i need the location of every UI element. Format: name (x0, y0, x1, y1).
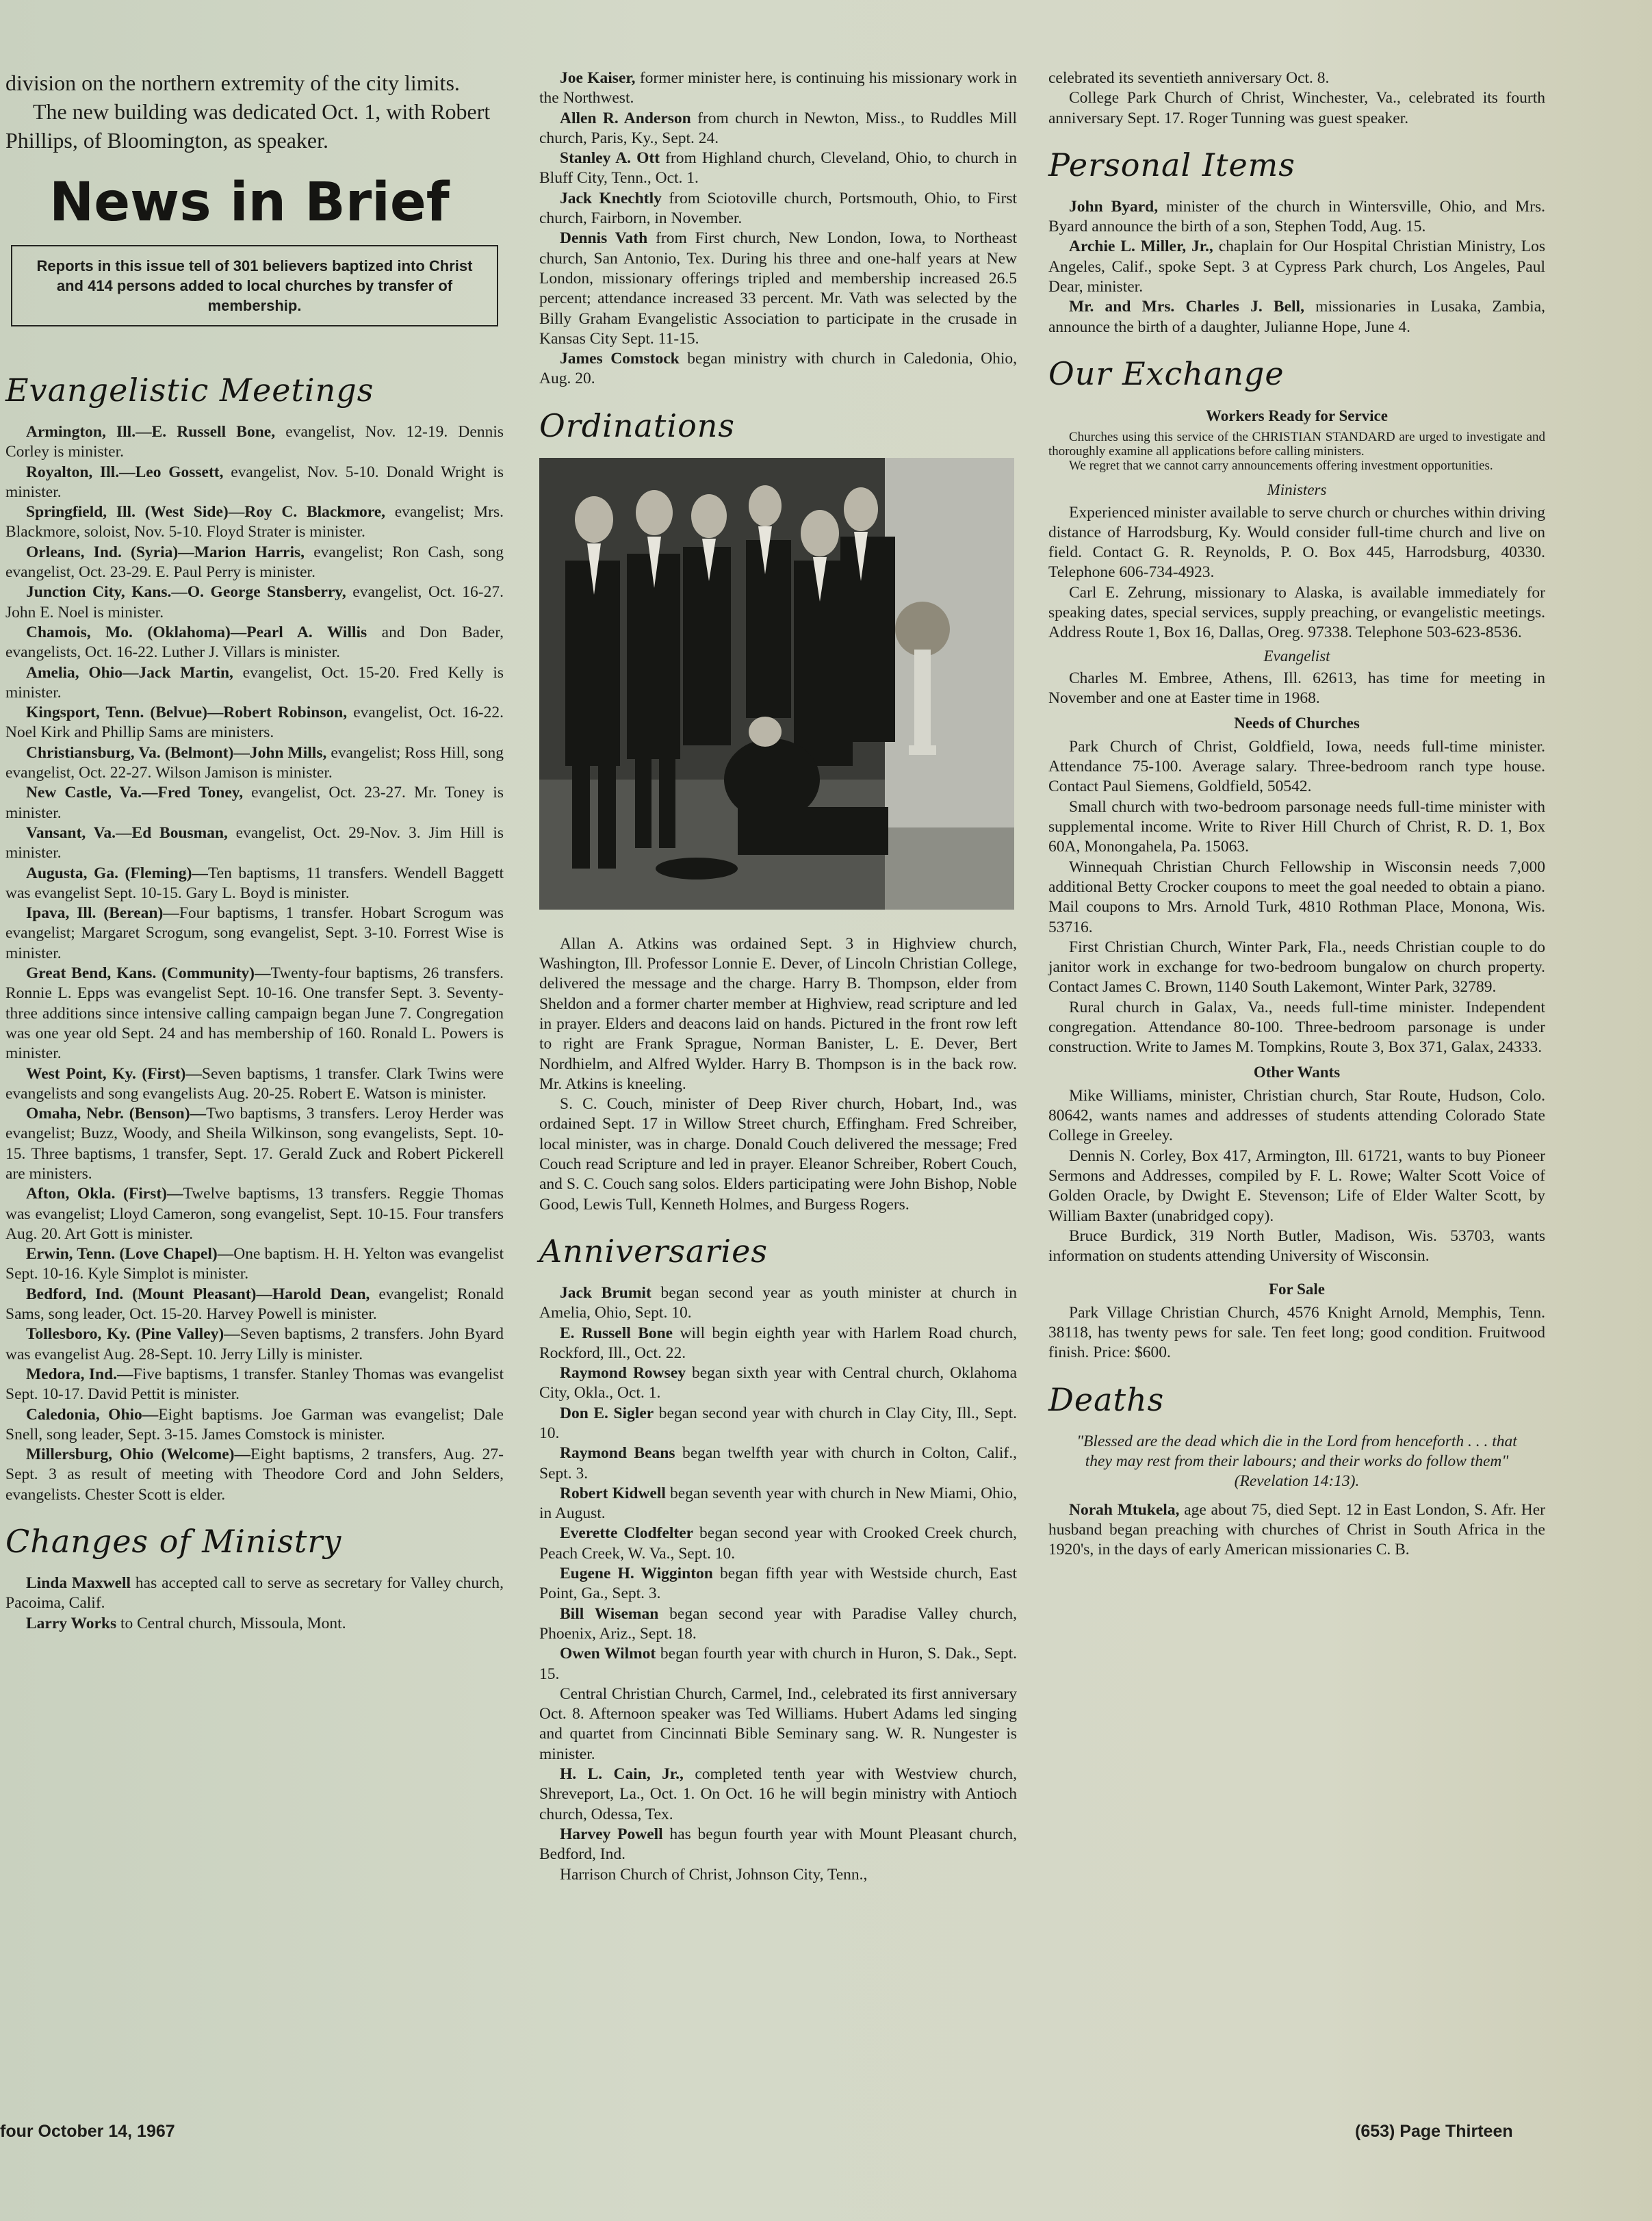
ministry-change-item-lead: Jack Knechtly (560, 189, 662, 207)
intro-paragraph: division on the northern extremity of the city limits. (5, 70, 460, 95)
meeting-item-text: Ten baptisms, 11 transfers. Wendell Baggett was evangelist Sept. 10-15. Gary L. Boyd is minister. (5, 864, 504, 902)
meeting-item-text: evangelist; Mrs. Blackmore, soloist, Nov. 5-10. Floyd Strater is minister. (5, 503, 504, 541)
meeting-item-lead: West Point, Ky. (First)— (26, 1064, 202, 1083)
meeting-item-lead: Millersburg, Ohio (Welcome)— (26, 1446, 250, 1464)
personal-item (1048, 197, 1545, 237)
meeting-item (5, 903, 504, 964)
anniversary-item (539, 1865, 1017, 1885)
ministry-change-item-lead: Stanley A. Ott (560, 149, 660, 168)
footer-page-number: (653) Page Thirteen (1355, 2122, 1513, 2141)
meeting-item (5, 1244, 504, 1285)
meeting-item (5, 964, 504, 1064)
anniversary-item-text: began fourth year with church in Huron, S. Dak., Sept. 15. (539, 1645, 1017, 1683)
ministry-change-item (539, 68, 1017, 109)
meeting-item-lead: Vansant, Va.—Ed Bousman, (26, 823, 228, 842)
needs-heading: Needs of Churches (1234, 714, 1360, 732)
anniversary-item (539, 1363, 1017, 1404)
meeting-item (5, 1285, 504, 1325)
anniversary-item-text: began seventh year with church in New Miami, Ohio, in August. (539, 1484, 1017, 1523)
section-heading-deaths: Deaths (1048, 1381, 1165, 1418)
anniversary-item-lead: Owen Wilmot (560, 1645, 656, 1663)
anniversary-item-lead: Everette Clodfelter (560, 1524, 694, 1543)
ministry-change-item (5, 1614, 504, 1634)
anniversary-item-text: will begin eighth year with Harlem Road church, Rockford, Ill., Oct. 22. (539, 1324, 1018, 1362)
meeting-item-text: Five baptisms, 1 transfer. Stanley Thomas was evangelist Sept. 10-17. David Pettit is minister. (5, 1365, 504, 1404)
meeting-item-text: evangelist, Nov. 12-19. Dennis Corley is minister. (5, 423, 504, 461)
meeting-item (5, 1324, 504, 1365)
scripture-quote: "Blessed are the dead which die in the Lord from henceforth . . . that they may rest from their labours; and their works do follow them" (Revelation 14:13). (1076, 1432, 1517, 1491)
anniversary-item-lead: E. Russell Bone (560, 1324, 673, 1342)
ad-paragraph: Rural church in Galax, Va., needs full-time minister. Independent congregation. Attendance 80-100. Three-bedroom parsonage is under construction. Write to James M. Tompkins, Route 3, Box 371, Galax, 24333. (1048, 998, 1545, 1057)
anniversary-item-lead: Raymond Rowsey (560, 1364, 686, 1383)
workers-note: We regret that we cannot carry announcements offering investment opportunities. (1069, 459, 1493, 474)
meeting-item (5, 543, 504, 583)
ministry-change-item (539, 149, 1017, 189)
anniversary-item-lead: Don E. Sigler (560, 1404, 654, 1422)
meeting-item-lead: Ipava, Ill. (Berean)— (26, 904, 179, 923)
meeting-item-lead: Chamois, Mo. (Oklahoma)—Pearl A. Willis (26, 623, 367, 641)
meeting-item-lead: Omaha, Nebr. (Benson)— (26, 1105, 207, 1123)
anniversaries-list (539, 1283, 1017, 1885)
anniversary-item-text: began second year with Crooked Creek church, Peach Creek, W. Va., Sept. 10. (539, 1524, 1017, 1563)
anniversary-item (539, 1443, 1017, 1484)
meeting-item (5, 463, 504, 503)
ministry-change-item (5, 1574, 504, 1614)
anniversary-continued: College Park Church of Christ, Winchester, Va., celebrated its fourth anniversary Sept. 17. Roger Tunning was guest speaker. (1048, 89, 1545, 127)
ad-paragraph: Carl E. Zehrung, missionary to Alaska, is available immediately for speaking dates, special services, supply preaching, or evangelistic meetings. Address Route 1, Box 16, Dallas, Oreg. 97338. Telephone 503-623-8536. (1048, 583, 1545, 642)
anniversary-item (539, 1604, 1017, 1645)
anniversary-item-text: began sixth year with Central church, Oklahoma City, Okla., Oct. 1. (539, 1364, 1017, 1402)
ad-paragraph: Park Church of Christ, Goldfield, Iowa, needs full-time minister. Attendance 75-100. Average salary. Three-bedroom ranch type house. Contact Paul Siemens, Goldfield, 50542. (1048, 737, 1545, 796)
anniversary-item-text: Central Christian Church, Carmel, Ind., celebrated its first anniversary Oct. 8. Afternoon speaker was Ted Williams. Hubert Adams led singing and quartet from Cincinnati Bible Seminary sang. W. R. Nungester is minister. (539, 1684, 1017, 1763)
meeting-item-lead: Royalton, Ill.—Leo Gossett, (26, 463, 224, 481)
section-heading-ordinations: Ordinations (539, 407, 736, 444)
anniversary-item-text: began fifth year with Westside church, East Point, Ga., Sept. 3. (539, 1565, 1017, 1603)
ad-paragraph: Small church with two-bedroom parsonage needs full-time minister with supplemental income. Write to River Hill Church of Christ, R. D. 1, Box 60A, Monongahela, Pa. 15063. (1048, 797, 1545, 856)
anniversary-item-lead: Jack Brumit (560, 1283, 651, 1302)
meeting-item (5, 1405, 504, 1446)
meeting-item (5, 703, 504, 743)
meeting-item (5, 663, 504, 704)
meeting-item (5, 743, 504, 784)
meeting-item-lead: New Castle, Va.—Fred Toney, (26, 784, 244, 802)
anniversary-item (539, 1644, 1017, 1684)
ministry-change-item-text: has accepted call to serve as secretary for Valley church, Pacoima, Calif. (5, 1574, 504, 1613)
personal-item-text: missionaries in Lusaka, Zambia, announce the birth of a daughter, Julianne Hope, June 4. (1048, 298, 1545, 336)
meeting-item (5, 422, 504, 463)
meeting-item-text: evangelist; Ronald Sams, song leader, Oct. 15-20. Harvey Powell is minister. (5, 1285, 504, 1324)
column-middle (539, 68, 1017, 1885)
ad-paragraph: Bruce Burdick, 319 North Butler, Madison, Wis. 53703, wants information on students attending University of Wisconsin. (1048, 1227, 1545, 1266)
ad-paragraph: Experienced minister available to serve church or churches within driving distance of Harrodsburg, Ky. Would consider full-time church and live on field. Contact G. R. Reynolds, P. O. Box 445, Harrodsburg, 40330. Telephone 606-734-4923. (1048, 503, 1545, 582)
ministry-change-item (539, 349, 1017, 389)
meeting-item-text: evangelist, Oct. 16-27. John E. Noel is minister. (5, 583, 504, 621)
meeting-item-text: evangelist, Oct. 16-22. Noel Kirk and Phillip Sams are ministers. (5, 704, 504, 742)
meeting-item-lead: Erwin, Tenn. (Love Chapel)— (26, 1245, 234, 1263)
ordination-photo-image (539, 458, 1014, 910)
meeting-item (5, 582, 504, 623)
anniversary-item (539, 1764, 1017, 1825)
anniversary-item (539, 1404, 1017, 1444)
workers-note: Churches using this service of the CHRISTIAN STANDARD are urged to investigate and thoroughly examine all applications before calling ministers. (1048, 430, 1545, 459)
meeting-item-text: One baptism. H. H. Yelton was evangelist Sept. 10-16. Kyle Simplot is minister. (5, 1245, 504, 1283)
meeting-item-text: evangelist, Oct. 15-20. Fred Kelly is minister. (5, 663, 504, 702)
anniversary-item-lead: Harvey Powell (560, 1825, 663, 1843)
meetings-list (5, 422, 504, 1505)
anniversary-item-lead: Raymond Beans (560, 1444, 675, 1463)
meeting-item-lead: Springfield, Ill. (West Side)—Roy C. Blackmore, (26, 503, 386, 522)
ministry-change-item-lead: Larry Works (26, 1614, 117, 1632)
meeting-item-lead: Bedford, Ind. (Mount Pleasant)—Harold Dean, (26, 1285, 370, 1303)
meeting-item (5, 623, 504, 663)
meeting-item (5, 864, 504, 904)
changes-list (5, 1574, 504, 1634)
obituary-text: age about 75, died Sept. 12 in East London, S. Afr. Her husband began preaching with churches of Christ in South Africa in the 1920's, in the days of early American missionaries C. B. (1048, 1500, 1545, 1559)
news-in-brief-title: News in Brief (49, 172, 450, 233)
anniversary-item-text: completed tenth year with Westview church, Shreveport, La., Oct. 1. On Oct. 16 he will begin ministry with Antioch church, Odessa, Tex. (539, 1765, 1018, 1823)
section-heading-evangelistic: Evangelistic Meetings (5, 372, 374, 409)
meeting-item-text: evangelist; Ross Hill, song evangelist, Oct. 22-27. Wilson Jamison is minister. (5, 743, 504, 782)
anniversary-item (539, 1564, 1017, 1604)
personal-item-text: minister of the church in Wintersville, Ohio, and Mrs. Byard announce the birth of a son, Stephen Todd, Aug. 15. (1048, 197, 1545, 236)
meeting-item (5, 783, 504, 823)
ministry-change-item-text: to Central church, Missoula, Mont. (116, 1614, 346, 1632)
meeting-item-lead: Orleans, Ind. (Syria)—Marion Harris, (26, 543, 305, 561)
meeting-item-lead: Tollesboro, Ky. (Pine Valley)— (26, 1325, 240, 1344)
meeting-item-text: Four baptisms, 1 transfer. Hobart Scrogum was evangelist; Margaret Scrogum, song evangelist, Sept. 3-10. Forrest Wise is minister. (5, 904, 504, 962)
other-wants-heading: Other Wants (1253, 1063, 1341, 1081)
meeting-item-lead: Christiansburg, Va. (Belmont)—John Mills, (26, 743, 327, 762)
meeting-item (5, 1184, 504, 1244)
meeting-item-lead: Amelia, Ohio—Jack Martin, (26, 663, 233, 682)
anniversary-item-lead: Bill Wiseman (560, 1604, 659, 1623)
anniversary-item-text: has begun fourth year with Mount Pleasant church, Bedford, Ind. (539, 1825, 1017, 1864)
ministers-heading: Ministers (1267, 481, 1327, 499)
ministry-change-item (539, 109, 1017, 149)
anniversary-item-text: began second year as youth minister at church in Amelia, Ohio, Sept. 10. (539, 1283, 1018, 1322)
meeting-item-lead: Junction City, Kans.—O. George Stansberry, (26, 583, 346, 602)
meeting-item-lead: Kingsport, Tenn. (Belvue)—Robert Robinson, (26, 704, 348, 722)
meeting-item-lead: Armington, Ill.—E. Russell Bone, (26, 423, 276, 441)
anniversary-item (539, 1684, 1017, 1764)
workers-heading: Workers Ready for Service (1206, 407, 1388, 424)
anniversary-item (539, 1283, 1017, 1324)
meeting-item (5, 1365, 504, 1405)
footer-date: four October 14, 1967 (0, 2122, 175, 2141)
obituary-name: Norah Mtukela, (1069, 1500, 1180, 1519)
meeting-item-lead: Medora, Ind.— (26, 1365, 133, 1383)
section-heading-exchange: Our Exchange (1048, 355, 1285, 392)
ad-paragraph: Charles M. Embree, Athens, Ill. 62613, has time for meeting in November and one at Easter time in 1968. (1048, 669, 1545, 708)
summary-box: Reports in this issue tell of 301 believers baptized into Christ and 414 persons added to local churches by transfer of membership. (11, 245, 498, 326)
ministry-change-item-lead: Linda Maxwell (26, 1574, 131, 1593)
anniversary-item-lead: Robert Kidwell (560, 1484, 666, 1502)
meeting-item (5, 1064, 504, 1105)
ad-paragraph: Park Village Christian Church, 4576 Knight Arnold, Memphis, Tenn. 38118, has twenty pews for sale. Ten feet long; good condition. Fruitwood finish. Price: $600. (1048, 1303, 1545, 1362)
meeting-item (5, 1445, 504, 1505)
anniversary-item (539, 1324, 1017, 1364)
meeting-item (5, 1104, 504, 1184)
ordination-paragraph: S. C. Couch, minister of Deep River church, Hobart, Ind., was ordained Sept. 17 in Willow Street church, Effingham. Fred Schreiber, local minister, was in charge. Donald Couch delivered the message; Fred Couch read Scripture and led in prayer. Eleanor Schreiber, Robert Couch, and S. C. Couch sang solos. Elders participating were John Bishop, Noble Good, Lewis Tull, Kenneth Holmes, and Burgess Rogers. (539, 1095, 1017, 1214)
ordination-paragraph: Allan A. Atkins was ordained Sept. 3 in Highview church, Washington, Ill. Professor Lonnie E. Dever, of Lincoln Christian College, delivered the message and the charge. Harry B. Thompson, elder from Sheldon and a former charter member at Highview, read scripture and led in prayer. Elders and deacons laid on hands. Pictured in the front row left to right are Frank Sprague, Norman Banister, L. E. Dever, Bert Nordhielm, and Alfred Wylder. Harry B. Thompson is in the back row. Mr. Atkins is kneeling. (539, 934, 1017, 1093)
intro-paragraph: The new building was dedicated Oct. 1, with Robert Phillips, of Bloomington, as speaker. (5, 99, 491, 153)
meeting-item-text: Eight baptisms. Joe Garman was evangelist; Dale Snell, song leader, Sept. 3-15. James Comstock is minister. (5, 1405, 504, 1443)
ordination-photo (539, 458, 1014, 910)
ad-paragraph: Mike Williams, minister, Christian church, Star Route, Hudson, Colo. 80642, wants names and addresses of students attending Colorado State College in Greeley. (1048, 1086, 1545, 1145)
meeting-item-text: Seven baptisms, 2 transfers. John Byard was evangelist Aug. 28-Sept. 10. Jerry Lilly is minister. (5, 1325, 504, 1363)
section-heading-changes: Changes of Ministry (5, 1523, 342, 1561)
ad-paragraph: First Christian Church, Winter Park, Fla., needs Christian couple to do janitor work in exchange for two-bedroom bungalow on church property. Contact James C. Brown, 1140 South Lakemont, Winter Park, 32789. (1048, 938, 1545, 997)
meeting-item-text: evangelist, Oct. 29-Nov. 3. Jim Hill is minister. (5, 823, 504, 862)
ministry-change-item-lead: Allen R. Anderson (560, 109, 691, 127)
intro-text (5, 68, 504, 155)
meeting-item-text: Two baptisms, 3 transfers. Leroy Herder was evangelist; Buzz, Woody, and Sheila Wilkinson, song evangelists, Sept. 10-15. Three baptisms, 1 transfer, Sept. 17. Gerald Zuck and Robert Pickerell are ministers. (5, 1105, 504, 1183)
column-left (5, 68, 504, 1634)
changes-continued-list (539, 68, 1017, 389)
ministry-change-item (539, 189, 1017, 229)
ad-paragraph: Dennis N. Corley, Box 417, Armington, Ill. 61721, wants to buy Pioneer Sermons and Addresses, compiled by F. L. Rowe; Walter Scott Voice of Golden Oracle, by Dwight E. Stevenson; Life of Elder Walter Scott, by William Baxter (unabridged copy). (1048, 1146, 1545, 1225)
personal-item-text: chaplain for Our Hospital Christian Ministry, Los Angeles, Calif., spoke Sept. 3 at Cypress Park church, Los Angeles, Paul Dear, minister. (1048, 237, 1545, 296)
ministry-change-item-lead: Dennis Vath (560, 229, 648, 248)
anniversary-item-text: began twelfth year with church in Colton, Calif., Sept. 3. (539, 1444, 1017, 1482)
meeting-item-text: evangelist, Nov. 5-10. Donald Wright is minister. (5, 463, 504, 501)
column-right (1048, 68, 1545, 1561)
meeting-item (5, 823, 504, 864)
ministry-change-item-text: former minister here, is continuing his missionary work in the Northwest. (539, 69, 1017, 107)
meeting-item-text: and Don Bader, evangelists, Oct. 16-22. Luther J. Villars is minister. (5, 623, 504, 662)
anniversary-continued: celebrated its seventieth anniversary Oct. 8. (1048, 69, 1330, 87)
meeting-item-text: Eight baptisms, 2 transfers, Aug. 27-Sept. 3 as result of meeting with Theodore Cord and John Selders, evangelists. Chester Scott is elder. (5, 1446, 504, 1504)
anniversary-item-text: Harrison Church of Christ, Johnson City, Tenn., (560, 1865, 868, 1884)
ministry-change-item-text: from Sciotoville church, Portsmouth, Ohio, to First church, Fairborn, in November. (539, 189, 1017, 228)
ministry-change-item-text: from Highland church, Cleveland, Ohio, to church in Bluff City, Tenn., Oct. 1. (539, 149, 1017, 188)
obituary-paragraph (1048, 1500, 1545, 1561)
ministry-change-item-text: from church in Newton, Miss., to Ruddles Mill church, Paris, Ky., Sept. 24. (539, 109, 1017, 147)
for-sale-heading: For Sale (1269, 1280, 1325, 1298)
section-heading-personal: Personal Items (1048, 146, 1295, 183)
meeting-item-text: evangelist; Ron Cash, song evangelist, Oct. 23-29. E. Paul Perry is minister. (5, 543, 504, 582)
evangelist-heading: Evangelist (1263, 647, 1330, 665)
meeting-item (5, 502, 504, 543)
personal-item-lead: Archie L. Miller, Jr., (1069, 237, 1213, 256)
anniversary-item (539, 1825, 1017, 1865)
ministry-change-item-text: from First church, New London, Iowa, to Northeast church, San Antonio, Tex. During his three and one-half years at New London, missionary offerings tripled and membership increased 26.5 percent; attendance increased 33 percent. Mr. Vath was selected by the Billy Graham Evangelistic Association to participate in the crusade in Kansas City Sept. 11-15. (539, 229, 1018, 348)
meeting-item-text: evangelist, Oct. 23-27. Mr. Toney is minister. (5, 784, 504, 822)
anniversary-item (539, 1484, 1017, 1524)
anniversary-item-lead: H. L. Cain, Jr., (560, 1765, 684, 1784)
ministry-change-item-text: began ministry with church in Caledonia, Ohio, Aug. 20. (539, 350, 1017, 388)
anniversary-item-text: began second year with church in Clay City, Ill., Sept. 10. (539, 1404, 1017, 1442)
meeting-item-lead: Augusta, Ga. (Fleming)— (26, 864, 208, 882)
meeting-item-lead: Caledonia, Ohio— (26, 1405, 159, 1424)
ministry-change-item-lead: Joe Kaiser, (560, 69, 636, 87)
meeting-item-lead: Afton, Okla. (First)— (26, 1185, 183, 1203)
ministry-change-item-lead: James Comstock (560, 350, 680, 368)
personal-item (1048, 237, 1545, 297)
personal-item-lead: Mr. and Mrs. Charles J. Bell, (1069, 298, 1304, 316)
meeting-item-text: Seven baptisms, 1 transfer. Clark Twins were evangelists and song evangelists Aug. 20-25. Robert E. Watson is minister. (5, 1064, 504, 1103)
meeting-item-lead: Great Bend, Kans. (Community)— (26, 964, 271, 983)
personal-list (1048, 197, 1545, 337)
section-heading-anniversaries: Anniversaries (539, 1232, 768, 1270)
meeting-item-text: Twelve baptisms, 13 transfers. Reggie Thomas was evangelist; Lloyd Cameron, song evangelist, Sept. 10-15. Four transfers Aug. 20. Art Gott is minister. (5, 1185, 504, 1243)
personal-item-lead: John Byard, (1069, 197, 1159, 216)
ad-paragraph: Winnequah Christian Church Fellowship in Wisconsin needs 7,000 additional Betty Crocker coupons to meet the goal needed to obtain a piano. Mail coupons to Mrs. Arnold Turk, 4810 Rothman Place, Monona, Wis. 53716. (1048, 858, 1545, 936)
anniversary-item-text: began second year with Paradise Valley church, Phoenix, Ariz., Sept. 18. (539, 1604, 1017, 1643)
anniversary-item-lead: Eugene H. Wigginton (560, 1565, 713, 1583)
ministry-change-item (539, 229, 1017, 349)
meeting-item-text: Twenty-four baptisms, 26 transfers. Ronnie L. Epps was evangelist Sept. 10-16. One transfer Sept. 3. Seventy-three additions since intensive calling campaign began June 7. Congregation was one year old Sept. 24 and has membership of 160. Ronald L. Powers is minister. (5, 964, 504, 1063)
anniversary-item (539, 1524, 1017, 1564)
personal-item (1048, 297, 1545, 337)
